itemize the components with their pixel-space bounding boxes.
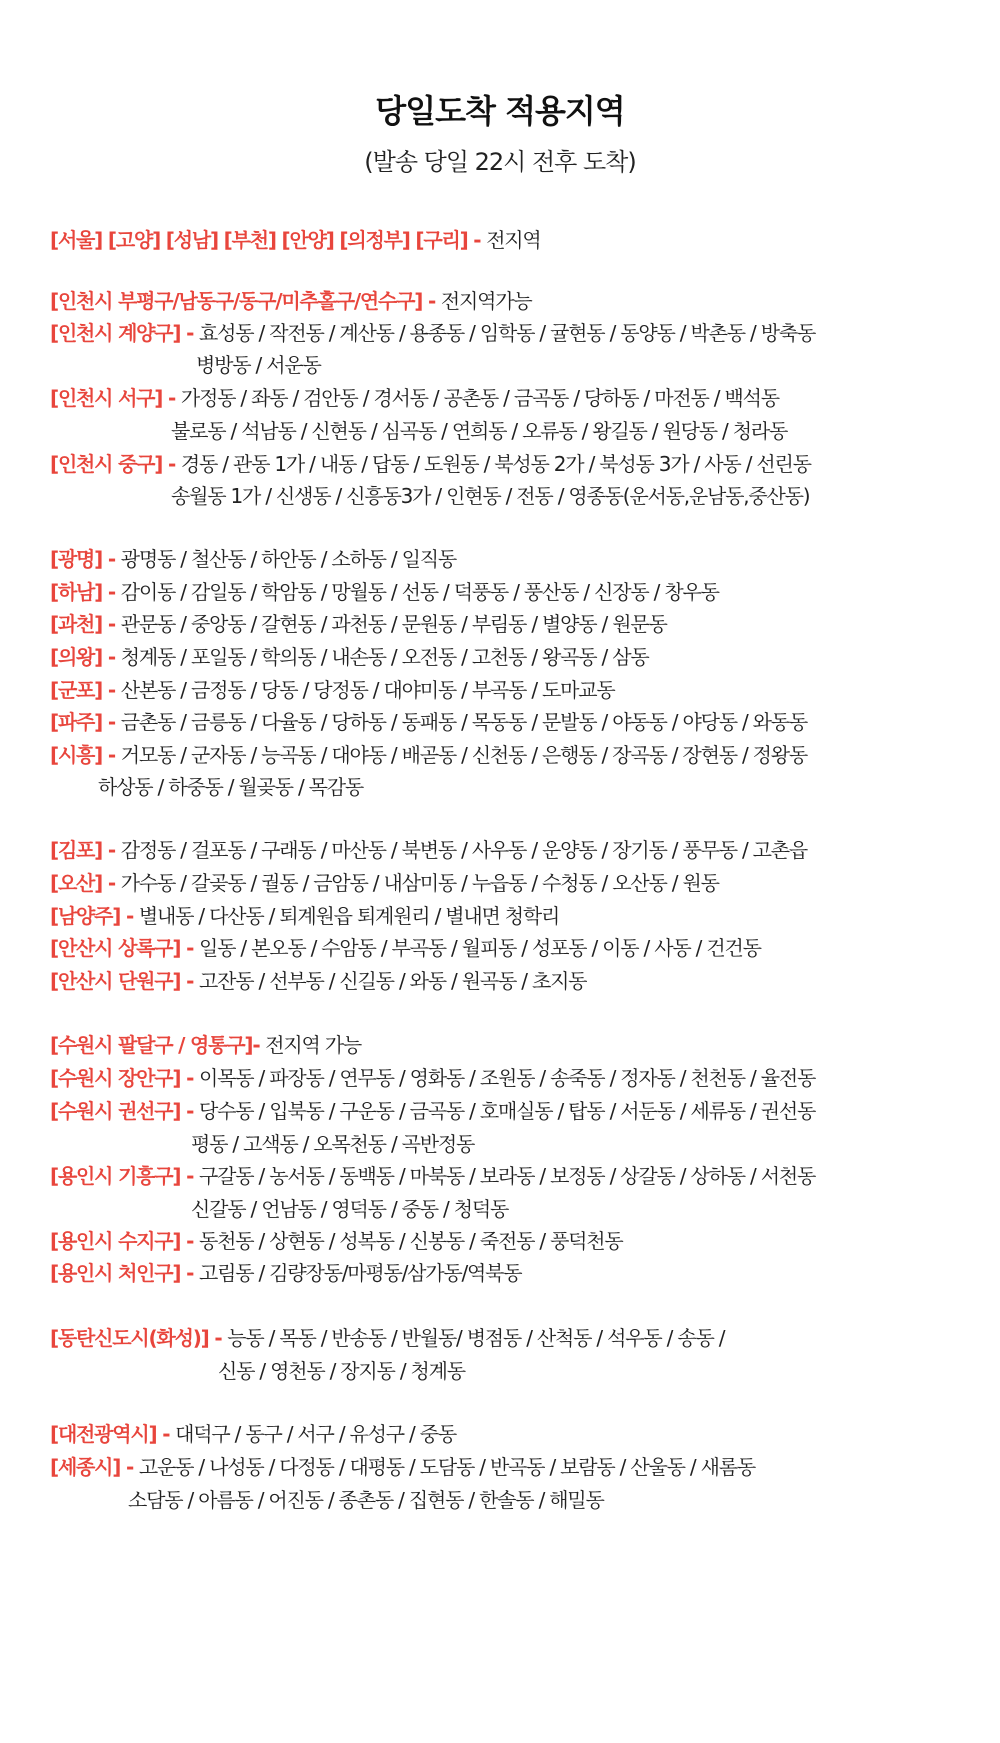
region-label: [인천시 중구] - xyxy=(50,452,181,476)
region-districts: 일동 / 본오동 / 수암동 / 부곡동 / 월피동 / 성포동 / 이동 / 사동 / 건건동 xyxy=(199,936,761,960)
region-line xyxy=(50,1097,815,1125)
region-districts: 감이동 / 감일동 / 학암동 / 망월동 / 선동 / 덕풍동 / 풍산동 / 신장동 / 창우동 xyxy=(120,580,719,604)
region-label: [용인시 수지구] - xyxy=(50,1229,199,1253)
region-label: [용인시 기흥구] - xyxy=(50,1164,199,1188)
region-districts: 전지역가능 xyxy=(440,289,532,313)
region-line xyxy=(50,287,531,315)
region-districts: 구갈동 / 농서동 / 동백동 / 마북동 / 보라동 / 보정동 / 상갈동 / 상하동 / 서천동 xyxy=(199,1164,816,1188)
region-districts: 당수동 / 입북동 / 구운동 / 금곡동 / 호매실동 / 탑동 / 서둔동 / 세류동 / 권선동 xyxy=(199,1099,816,1123)
region-line xyxy=(50,226,541,254)
region-districts: 청계동 / 포일동 / 학의동 / 내손동 / 오전동 / 고천동 / 왕곡동 / 삼동 xyxy=(120,645,649,669)
region-label: [남양주] - xyxy=(50,904,139,928)
region-label: [인천시 계양구] - xyxy=(50,321,199,345)
region-districts-continued: 신갈동 / 언남동 / 영덕동 / 중동 / 청덕동 xyxy=(191,1197,509,1221)
region-line xyxy=(50,741,807,769)
region-districts-continued: 소담동 / 아름동 / 어진동 / 종촌동 / 집현동 / 한솔동 / 해밀동 xyxy=(128,1488,604,1512)
region-line xyxy=(50,869,719,897)
region-line xyxy=(50,1064,815,1092)
region-districts: 산본동 / 금정동 / 당동 / 당정동 / 대야미동 / 부곡동 / 도마교동 xyxy=(120,678,615,702)
region-line xyxy=(50,1324,724,1352)
page-title: 당일도착 적용지역 xyxy=(375,92,625,130)
region-label: [대전광역시] - xyxy=(50,1422,176,1446)
region-line xyxy=(50,450,811,478)
region-districts-continued: 불로동 / 석남동 / 신현동 / 심곡동 / 연희동 / 오류동 / 왕길동 / 원당동 / 청라동 xyxy=(171,419,788,443)
region-line xyxy=(50,1259,521,1287)
region-label: [안산시 단원구] - xyxy=(50,969,199,993)
region-districts: 감정동 / 걸포동 / 구래동 / 마산동 / 북변동 / 사우동 / 운양동 / 장기동 / 풍무동 / 고촌읍 xyxy=(120,838,808,862)
region-districts: 별내동 / 다산동 / 퇴계원읍 퇴계원리 / 별내면 청학리 xyxy=(138,904,560,928)
region-label: [동탄신도시(화성)] - xyxy=(50,1326,228,1350)
region-label: [세종시] - xyxy=(50,1455,139,1479)
region-line xyxy=(50,902,559,930)
region-label: [시흥] - xyxy=(50,743,121,767)
region-line xyxy=(50,578,719,606)
region-label: [오산] - xyxy=(50,871,121,895)
region-districts: 능동 / 목동 / 반송동 / 반월동/ 병점동 / 산척동 / 석우동 / 송동 / xyxy=(227,1326,725,1350)
region-districts: 전지역 가능 xyxy=(265,1033,361,1057)
region-line xyxy=(50,836,807,864)
region-districts: 경동 / 관동 1가 / 내동 / 답동 / 도원동 / 북성동 2가 / 북성동 3가 / 사동 / 선린동 xyxy=(180,452,811,476)
region-label: [김포] - xyxy=(50,838,121,862)
region-label: [과천] - xyxy=(50,612,121,636)
region-districts-continued: 하상동 / 하중동 / 월곶동 / 목감동 xyxy=(98,775,363,799)
region-districts: 동천동 / 상현동 / 성복동 / 신봉동 / 죽전동 / 풍덕천동 xyxy=(199,1229,623,1253)
region-line xyxy=(50,934,761,962)
region-label: [서울] [고양] [성남] [부천] [안양] [의정부] [구리] - xyxy=(50,228,487,252)
region-line xyxy=(50,610,667,638)
region-line xyxy=(50,676,615,704)
region-districts-continued: 병방동 / 서운동 xyxy=(196,353,321,377)
region-line xyxy=(50,643,648,671)
region-line xyxy=(50,319,815,347)
region-label: [광명] - xyxy=(50,547,121,571)
region-districts: 가수동 / 갈곶동 / 궐동 / 금암동 / 내삼미동 / 누읍동 / 수청동 / 오산동 / 원동 xyxy=(120,871,719,895)
region-districts: 대덕구 / 동구 / 서구 / 유성구 / 중동 xyxy=(175,1422,456,1446)
region-line xyxy=(50,1420,456,1448)
region-districts: 전지역 xyxy=(486,228,541,252)
region-districts: 가정동 / 좌동 / 검안동 / 경서동 / 공촌동 / 금곡동 / 당하동 / 마전동 / 백석동 xyxy=(180,386,779,410)
region-districts: 고잔동 / 선부동 / 신길동 / 와동 / 원곡동 / 초지동 xyxy=(199,969,587,993)
region-districts: 거모동 / 군자동 / 능곡동 / 대야동 / 배곧동 / 신천동 / 은행동 / 장곡동 / 장현동 / 정왕동 xyxy=(120,743,808,767)
region-label: [수원시 팔달구 / 영통구]- xyxy=(50,1033,266,1057)
region-line xyxy=(50,545,456,573)
page-subtitle: (발송 당일 22시 전후 도착) xyxy=(364,148,636,176)
region-line xyxy=(50,1227,623,1255)
region-districts-continued: 신동 / 영천동 / 장지동 / 청계동 xyxy=(218,1359,465,1383)
region-line xyxy=(50,1162,815,1190)
region-line xyxy=(50,1031,361,1059)
region-districts: 관문동 / 중앙동 / 갈현동 / 과천동 / 문원동 / 부림동 / 별양동 / 원문동 xyxy=(120,612,667,636)
region-label: [의왕] - xyxy=(50,645,121,669)
region-districts: 이목동 / 파장동 / 연무동 / 영화동 / 조원동 / 송죽동 / 정자동 / 천천동 / 율전동 xyxy=(199,1066,816,1090)
region-line xyxy=(50,1453,755,1481)
region-label: [안산시 상록구] - xyxy=(50,936,199,960)
region-label: [수원시 장안구] - xyxy=(50,1066,199,1090)
region-line xyxy=(50,708,807,736)
region-line xyxy=(50,967,586,995)
region-label: [인천시 부평구/남동구/동구/미추홀구/연수구] - xyxy=(50,289,441,313)
region-label: [용인시 처인구] - xyxy=(50,1261,199,1285)
region-label: [인천시 서구] - xyxy=(50,386,181,410)
region-label: [파주] - xyxy=(50,710,121,734)
region-districts-continued: 평동 / 고색동 / 오목천동 / 곡반정동 xyxy=(191,1132,475,1156)
region-label: [군포] - xyxy=(50,678,121,702)
region-line xyxy=(50,384,779,412)
region-label: [하남] - xyxy=(50,580,121,604)
region-districts: 고림동 / 김량장동/마평동/삼가동/역북동 xyxy=(199,1261,522,1285)
region-districts-continued: 송월동 1가 / 신생동 / 신흥동3가 / 인현동 / 전동 / 영종동(운서동,운남동,중산동) xyxy=(171,484,810,508)
region-districts: 고운동 / 나성동 / 다정동 / 대평동 / 도담동 / 반곡동 / 보람동 / 산울동 / 새롬동 xyxy=(138,1455,755,1479)
region-districts: 금촌동 / 금릉동 / 다율동 / 당하동 / 동패동 / 목동동 / 문발동 / 야동동 / 야당동 / 와동동 xyxy=(120,710,808,734)
region-label: [수원시 권선구] - xyxy=(50,1099,199,1123)
region-districts: 효성동 / 작전동 / 계산동 / 용종동 / 임학동 / 귤현동 / 동양동 / 박촌동 / 방축동 xyxy=(199,321,816,345)
region-districts: 광명동 / 철산동 / 하안동 / 소하동 / 일직동 xyxy=(120,547,456,571)
